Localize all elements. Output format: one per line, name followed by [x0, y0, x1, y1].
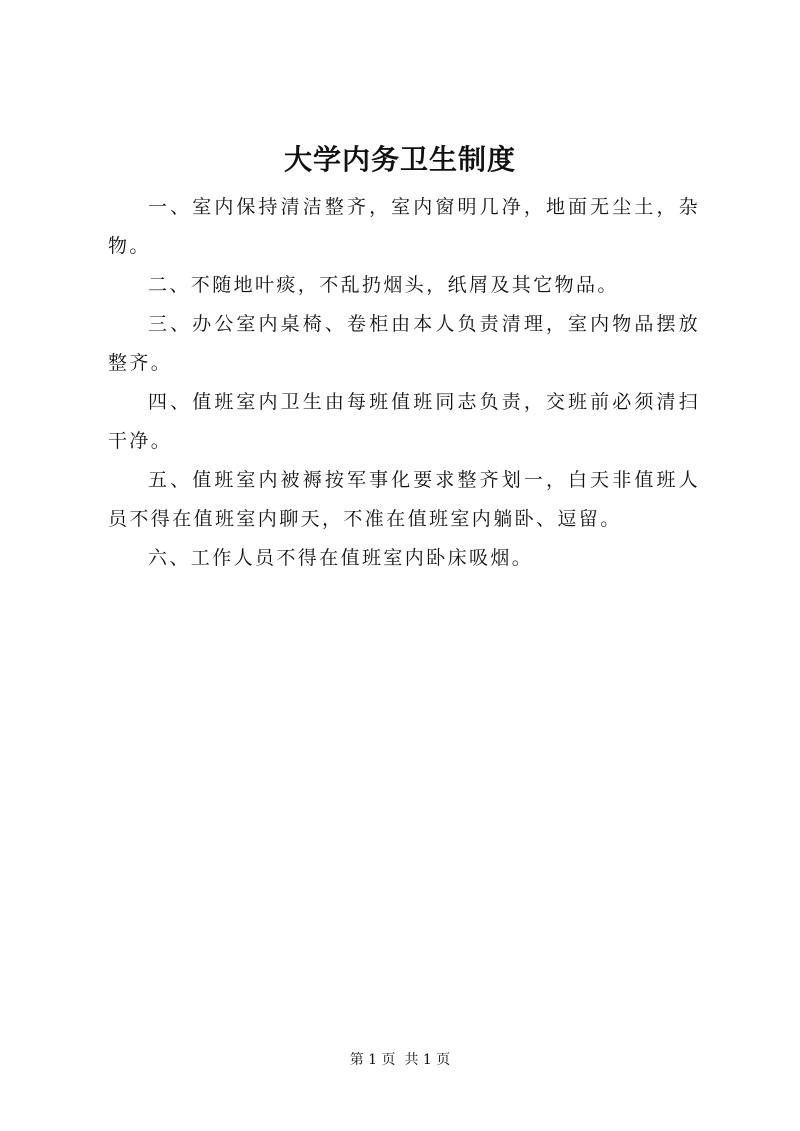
page-number-label: 第 1 页 共 1 页	[349, 1052, 451, 1068]
paragraph-5: 五、值班室内被褥按军事化要求整齐划一，白天非值班人员不得在值班室内聊天，不准在值班室内躺卧、逗留。	[108, 469, 700, 530]
paragraph-1: 一、室内保持清洁整齐，室内窗明几净，地面无尘土，杂物。	[108, 196, 700, 257]
document-body	[108, 188, 700, 578]
paragraph-4: 四、值班室内卫生由每班值班同志负责，交班前必须清扫干净。	[108, 391, 700, 452]
paragraph-3: 三、办公室内桌椅、卷柜由本人负责清理，室内物品摆放整齐。	[108, 313, 700, 374]
document-title: 大学内务卫生制度	[283, 143, 516, 176]
paragraph-6: 六、工作人员不得在值班室内卧床吸烟。	[148, 547, 534, 569]
page-footer	[0, 1050, 800, 1070]
paragraph-2: 二、不随地叶痰，不乱扔烟头，纸屑及其它物品。	[148, 274, 619, 296]
